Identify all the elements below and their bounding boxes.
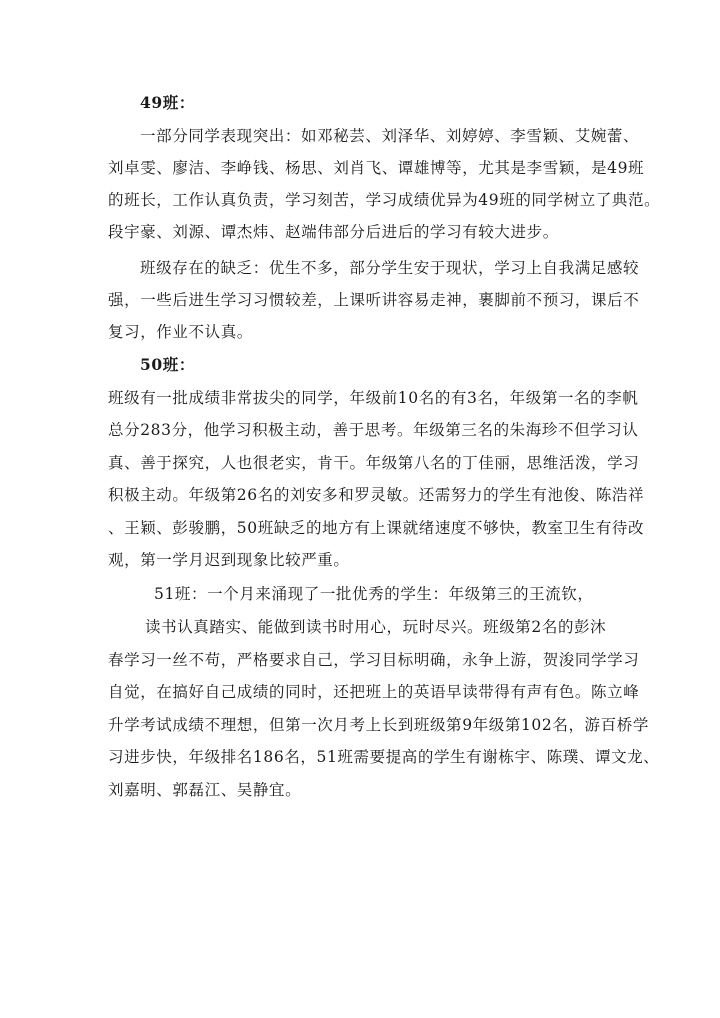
section-51-line-6: 习进步快，年级排名186名，51班需要提高的学生有谢栋宇、陈璞、谭文龙、: [108, 748, 660, 766]
section-51-line-3: 春学习一丝不苟，严格要求自己，学习目标明确，永争上游，贺浚同学学习: [108, 651, 640, 669]
section-49-line-7: 复习，作业不认真。: [108, 323, 253, 341]
section-49-line-6: 强，一些后进生学习习惯较差，上课听讲容易走神，裹脚前不预习，课后不: [108, 291, 640, 309]
section-50-line-4: 积极主动。年级第26名的刘安多和罗灵敏。还需努力的学生有池俊、陈浩祥: [108, 486, 645, 504]
section-50-line-6: 观，第一学月迟到现象比较严重。: [108, 551, 350, 569]
section-51-line-2: 读书认真踏实、能做到读书时用心，玩时尽兴。班级第2名的彭沐: [145, 618, 607, 636]
section-51-line-4: 自觉，在搞好自己成绩的同时，还把班上的英语早读带得有声有色。陈立峰: [108, 683, 640, 701]
section-49-line-2: 刘卓雯、廖洁、李峥钱、杨思、刘肖飞、谭雄博等，尤其是李雪颖，是49班: [108, 159, 645, 177]
section-51-line-1: 51班：一个月来涌现了一批优秀的学生：年级第三的王流钦，: [154, 585, 594, 603]
section-49-line-1: 一部分同学表现突出：如邓秘芸、刘泽华、刘婷婷、李雪颖、艾婉蕾、: [140, 127, 640, 145]
section-49-line-4: 段宇豪、刘源、谭杰炜、赵端伟部分后进后的学习有较大进步。: [108, 223, 559, 241]
section-49-heading: 49班：: [140, 93, 195, 112]
section-50-line-1: 班级有一批成绩非常拔尖的同学，年级前10名的有3名，年级第一名的李帆: [108, 389, 639, 407]
section-49-line-3: 的班长，工作认真负责，学习刻苦，学习成绩优异为49班的同学树立了典范。: [108, 191, 661, 209]
section-50-line-5: 、王颖、彭骏鹏，50班缺乏的地方有上课就绪速度不够快，教室卫生有待改: [108, 519, 645, 537]
section-51-line-7: 刘嘉明、郭磊江、吴静宜。: [108, 781, 302, 799]
section-50-line-3: 真、善于探究，人也很老实，肯干。年级第八名的丁佳丽，思维活泼，学习: [108, 454, 640, 472]
section-51-line-5: 升学考试成绩不理想，但第一次月考上长到班级第9年级第102名，游百桥学: [108, 716, 649, 734]
section-49-line-5: 班级存在的缺乏：优生不多，部分学生安于现状，学习上自我满足感较: [140, 259, 640, 277]
section-50-line-2: 总分283分，他学习积极主动，善于思考。年级第三名的朱海珍不但学习认: [108, 421, 639, 439]
section-50-heading: 50班：: [140, 355, 195, 374]
